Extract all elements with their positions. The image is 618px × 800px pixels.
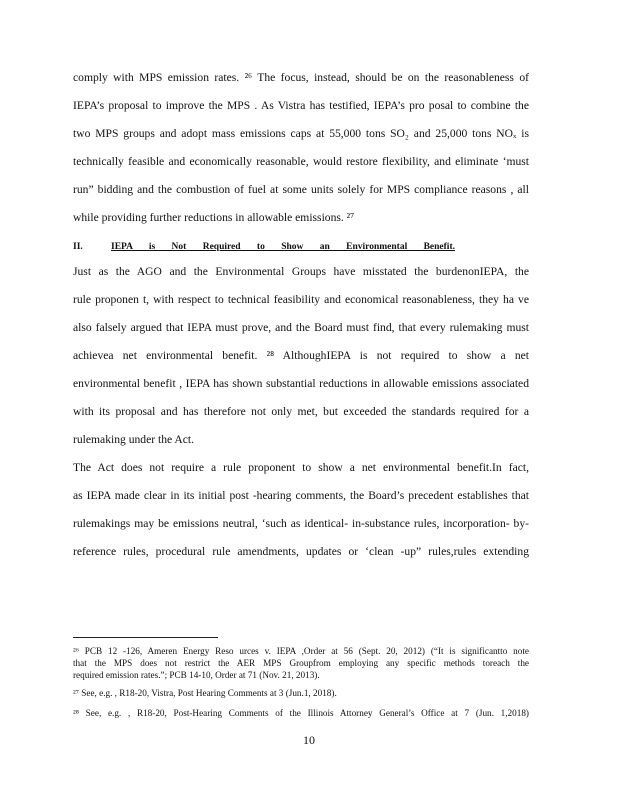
body-line: while providing further reductions in allowable emissions. ²⁷ bbox=[73, 211, 355, 224]
footnote-line: ²⁷ See, e.g. , R18-20, Vistra, Post Hearing Comments at 3 (Jun.1, 2018). bbox=[73, 688, 337, 698]
footnote-line: required emission rates.”; PCB 14-10, Order at 71 (Nov. 21, 2013). bbox=[73, 670, 320, 680]
body-line: IEPA’s proposal to improve the MPS . As Vistra has testified, IEPA’s pro posal to combine the bbox=[73, 99, 529, 112]
footnote-divider bbox=[73, 637, 218, 638]
footnote-line: ²⁶ PCB 12 -126, Ameren Energy Reso urces v. IEPA ,Order at 56 (Sept. 20, 2012) (“It is significantto note bbox=[73, 646, 529, 656]
body-line: comply with MPS emission rates. ²⁶ The focus, instead, should be on the reasonableness of bbox=[73, 71, 529, 84]
section-number: II. bbox=[73, 242, 83, 252]
body-line: achievea net environmental benefit. ²⁸ AlthoughIEPA is not required to show a net bbox=[73, 349, 529, 362]
footnote-line: that the MPS does not restrict the AER MPS Groupfrom employing any specific methods toreach the bbox=[73, 658, 529, 668]
body-line: The Act does not require a rule proponent to show a net environmental benefit.In fact, bbox=[73, 461, 529, 474]
footnote-line: ²⁸ See, e.g. , R18-20, Post-Hearing Comments of the Illinois Attorney General’s Office at 7 (Jun. 1,2018) bbox=[73, 708, 529, 718]
section-title: IEPA is Not Required to Show an Environmental Benefit. bbox=[111, 242, 455, 252]
body-line: run” bidding and the combustion of fuel at some units solely for MPS compliance reasons , all bbox=[73, 183, 529, 196]
body-line: reference rules, procedural rule amendments, updates or ‘clean -up” rules,rules extending bbox=[73, 545, 529, 558]
section-heading bbox=[73, 242, 455, 252]
body-line: also falsely argued that IEPA must prove, and the Board must find, that every rulemaking must bbox=[73, 321, 529, 334]
body-line: technically feasible and economically reasonable, would restore flexibility, and eliminate ‘must bbox=[73, 155, 529, 168]
body-line: with its proposal and has therefore not only met, but exceeded the standards required for a bbox=[73, 405, 529, 418]
body-line: rule proponen t, with respect to technical feasibility and economical reasonableness, they ha ve bbox=[73, 293, 529, 306]
body-line: as IEPA made clear in its initial post -hearing comments, the Board’s precedent establishes that bbox=[73, 489, 529, 502]
body-line: two MPS groups and adopt mass emissions caps at 55,000 tons SO₂ and 25,000 tons NOₓ is bbox=[73, 127, 529, 140]
page-number: 10 bbox=[303, 733, 315, 747]
body-line: environmental benefit , IEPA has shown substantial reductions in allowable emissions associated bbox=[73, 377, 529, 390]
body-line: rulemaking under the Act. bbox=[73, 433, 195, 446]
body-line: Just as the AGO and the Environmental Groups have misstated the burdenonIEPA, the bbox=[73, 265, 529, 278]
body-line: rulemakings may be emissions neutral, ‘such as identical- in-substance rules, incorporation- by- bbox=[73, 517, 529, 530]
